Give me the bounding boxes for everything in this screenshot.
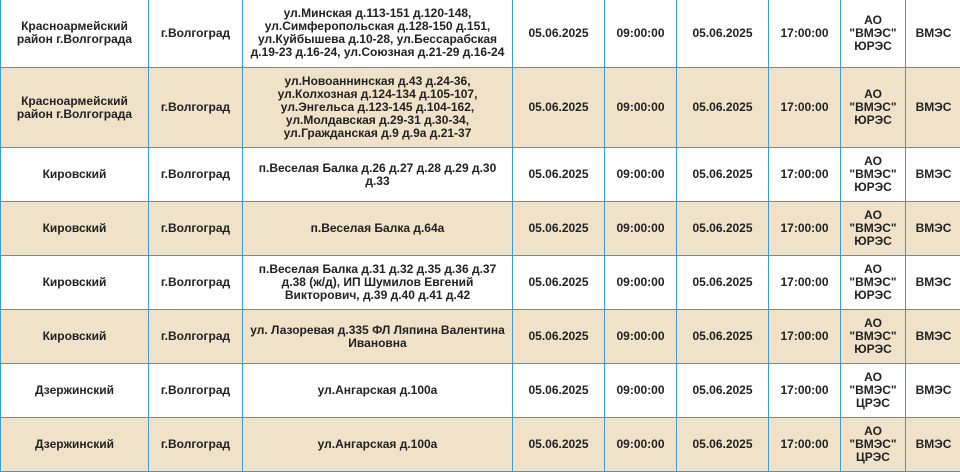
city-cell: г.Волгоград — [149, 0, 243, 68]
end-date-cell: 05.06.2025 — [677, 418, 769, 472]
org-cell: ВМЭС — [906, 310, 960, 364]
start-date-cell: 05.06.2025 — [513, 202, 605, 256]
table-row — [1, 148, 960, 202]
end-date-cell: 05.06.2025 — [677, 0, 769, 68]
start-date-cell: 05.06.2025 — [513, 418, 605, 472]
company-cell: АО "ВМЭС" ЦРЭС — [841, 364, 906, 418]
company-cell: АО "ВМЭС" ЮРЭС — [841, 256, 906, 310]
table-row — [1, 0, 960, 68]
end-time-cell: 17:00:00 — [769, 0, 841, 68]
end-date-cell: 05.06.2025 — [677, 202, 769, 256]
start-date-cell: 05.06.2025 — [513, 148, 605, 202]
company-cell: АО "ВМЭС" ЮРЭС — [841, 0, 906, 68]
start-date-cell: 05.06.2025 — [513, 0, 605, 68]
start-date-cell: 05.06.2025 — [513, 256, 605, 310]
company-cell: АО "ВМЭС" ЦРЭС — [841, 418, 906, 472]
end-time-cell: 17:00:00 — [769, 148, 841, 202]
start-time-cell: 09:00:00 — [605, 202, 677, 256]
table-row — [1, 418, 960, 472]
end-date-cell: 05.06.2025 — [677, 256, 769, 310]
district-cell: Кировский — [1, 202, 149, 256]
city-cell: г.Волгоград — [149, 202, 243, 256]
org-cell: ВМЭС — [906, 364, 960, 418]
table-row — [1, 68, 960, 148]
city-cell: г.Волгоград — [149, 68, 243, 148]
end-time-cell: 17:00:00 — [769, 418, 841, 472]
district-cell: Кировский — [1, 148, 149, 202]
org-cell: ВМЭС — [906, 202, 960, 256]
org-cell: ВМЭС — [906, 256, 960, 310]
start-time-cell: 09:00:00 — [605, 148, 677, 202]
company-cell: АО "ВМЭС" ЮРЭС — [841, 148, 906, 202]
end-time-cell: 17:00:00 — [769, 310, 841, 364]
org-cell: ВМЭС — [906, 0, 960, 68]
end-time-cell: 17:00:00 — [769, 68, 841, 148]
end-date-cell: 05.06.2025 — [677, 364, 769, 418]
start-date-cell: 05.06.2025 — [513, 310, 605, 364]
start-time-cell: 09:00:00 — [605, 418, 677, 472]
table-row — [1, 202, 960, 256]
address-cell: п.Веселая Балка д.64а — [243, 202, 513, 256]
city-cell: г.Волгоград — [149, 310, 243, 364]
address-cell: п.Веселая Балка д.26 д.27 д.28 д.29 д.30 д.33 — [243, 148, 513, 202]
address-cell: п.Веселая Балка д.31 д.32 д.35 д.36 д.37 д.38 (ж/д), ИП Шумилов Евгений Викторович, д.39 д.40 д.41 д.42 — [243, 256, 513, 310]
start-date-cell: 05.06.2025 — [513, 364, 605, 418]
start-time-cell: 09:00:00 — [605, 256, 677, 310]
city-cell: г.Волгоград — [149, 148, 243, 202]
company-cell: АО "ВМЭС" ЮРЭС — [841, 202, 906, 256]
district-cell: Кировский — [1, 310, 149, 364]
city-cell: г.Волгоград — [149, 256, 243, 310]
district-cell: Красноармейский район г.Волгограда — [1, 0, 149, 68]
end-date-cell: 05.06.2025 — [677, 68, 769, 148]
start-time-cell: 09:00:00 — [605, 364, 677, 418]
start-time-cell: 09:00:00 — [605, 0, 677, 68]
district-cell: Красноармейский район г.Волгограда — [1, 68, 149, 148]
district-cell: Дзержинский — [1, 418, 149, 472]
address-cell: ул. Лазоревая д.335 ФЛ Ляпина Валентина Ивановна — [243, 310, 513, 364]
address-cell: ул.Ангарская д.100а — [243, 418, 513, 472]
address-cell: ул.Новоаннинская д.43 д.24-36, ул.Колхозная д.124-134 д.105-107, ул.Энгельса д.123-145 д.104-162, ул.Молдавская д.29-31 д.30-34, ул.Гражданская д.9 д.9а д.21-37 — [243, 68, 513, 148]
org-cell: ВМЭС — [906, 148, 960, 202]
table-row — [1, 310, 960, 364]
address-cell: ул.Минская д.113-151 д.120-148, ул.Симферопольская д.128-150 д.151, ул.Куйбышева д.10-28, ул.Бессарабская д.19-23 д.16-24, ул.Союзная д.21-29 д.16-24 — [243, 0, 513, 68]
address-cell: ул.Ангарская д.100а — [243, 364, 513, 418]
district-cell: Кировский — [1, 256, 149, 310]
company-cell: АО "ВМЭС" ЮРЭС — [841, 310, 906, 364]
end-time-cell: 17:00:00 — [769, 364, 841, 418]
org-cell: ВМЭС — [906, 418, 960, 472]
table-row — [1, 364, 960, 418]
end-time-cell: 17:00:00 — [769, 256, 841, 310]
table-row — [1, 256, 960, 310]
start-time-cell: 09:00:00 — [605, 68, 677, 148]
end-date-cell: 05.06.2025 — [677, 148, 769, 202]
end-date-cell: 05.06.2025 — [677, 310, 769, 364]
city-cell: г.Волгоград — [149, 418, 243, 472]
company-cell: АО "ВМЭС" ЮРЭС — [841, 68, 906, 148]
start-date-cell: 05.06.2025 — [513, 68, 605, 148]
org-cell: ВМЭС — [906, 68, 960, 148]
district-cell: Дзержинский — [1, 364, 149, 418]
start-time-cell: 09:00:00 — [605, 310, 677, 364]
city-cell: г.Волгоград — [149, 364, 243, 418]
end-time-cell: 17:00:00 — [769, 202, 841, 256]
